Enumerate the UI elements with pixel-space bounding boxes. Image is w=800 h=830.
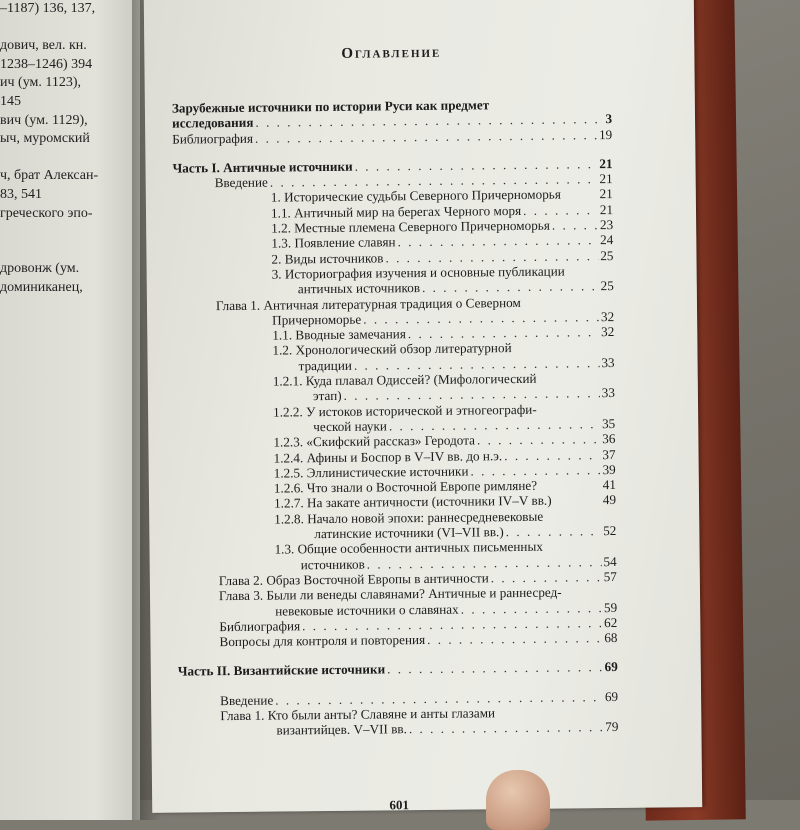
toc-entry-label: 3. Историография изучения и основные публикации: [271, 263, 565, 282]
toc-entry-label: 1.2.7. На закате античности (источники IV–V вв.): [273, 493, 552, 511]
left-page: [0, 0, 140, 820]
toc-entry-label: Библиография: [219, 618, 301, 634]
toc-leader-dots: [461, 600, 602, 617]
toc-page-number: 36: [602, 431, 616, 447]
left-page-line: [0, 242, 140, 261]
toc-entry-label: 1.3. Общие особенности античных письменных: [274, 539, 543, 557]
toc-page-number: 41: [602, 477, 616, 493]
toc-page-number: 37: [602, 446, 616, 462]
toc-page-number: 32: [601, 324, 615, 340]
toc-entry-label: источников: [300, 556, 365, 572]
toc-entry-label: 1.2. Местные племена Северного Причерноморья: [271, 217, 550, 236]
left-page-line: –1187) 136, 137,: [0, 1, 96, 16]
toc-page-number: 19: [598, 126, 613, 142]
right-page: [144, 0, 703, 813]
toc-entries: [172, 96, 619, 739]
toc-entry-label: ческой науки: [313, 418, 387, 435]
toc-entry-label: 2. Виды источников: [271, 250, 384, 267]
toc-entry-label: Библиография: [172, 130, 254, 147]
toc-page-number: 62: [604, 614, 618, 630]
toc-entry-label: Глава 2. Образ Восточной Европы в античности: [218, 570, 489, 589]
toc-page-number: 21: [599, 155, 613, 172]
finger: [486, 770, 550, 830]
toc-page-number: 32: [600, 308, 615, 324]
left-page-line: вич (ум. 1129),: [0, 112, 88, 128]
toc-entry-label: Часть I. Античные источники: [172, 158, 353, 176]
toc-page-number: 59: [603, 599, 618, 615]
toc-page-number: 35: [601, 415, 616, 432]
toc-page-number: 21: [599, 201, 614, 217]
left-page-line: дровонж (ум.: [0, 261, 80, 277]
toc-entry-label: Зарубежные источники по истории Руси как предмет: [171, 97, 490, 116]
toc-entry-label: 1.1. Античный мир на берегах Черного моря: [270, 202, 522, 221]
left-page-line: греческого эпо-: [0, 205, 93, 221]
toc-leader-dots: [385, 248, 598, 266]
toc-leader-dots: [504, 447, 600, 463]
toc-entry-label: 1.2. Хронологический обзор литературной: [272, 340, 512, 359]
toc-page-number: 21: [599, 186, 613, 202]
left-page-line: ч, брат Алексан-: [0, 168, 99, 184]
left-page-line: [0, 19, 140, 38]
toc-entry-label: Глава 1. Античная литературная традиция о Северном: [215, 294, 521, 313]
toc-entry-label: традиции: [298, 357, 352, 374]
toc-entry-label: 1.2.6. Что знали о Восточной Европе римляне?: [273, 477, 538, 496]
toc-entry-label: Введение: [220, 692, 274, 708]
toc-page-number: 54: [603, 553, 617, 569]
toc-entry-label: 1.2.1. Куда плавал Одиссей? (Мифологический: [272, 370, 537, 389]
toc-leader-dots: [409, 719, 603, 736]
toc-page-number: 24: [600, 232, 614, 248]
toc-leader-dots: [552, 217, 598, 233]
toc-entry-label: 1.2.3. «Скифский рассказ» Геродота: [273, 432, 476, 450]
page-number: 601: [389, 797, 410, 813]
toc-page-number: 23: [599, 217, 614, 233]
toc-entry-label: 1.2.5. Эллинистические источники: [273, 463, 469, 481]
toc-entry-label: 1. Исторические судьбы Северного Причерноморья: [270, 187, 561, 206]
toc-page-number: 33: [601, 354, 615, 370]
toc-leader-dots: [354, 355, 600, 373]
left-page-line: дович, вел. кн.: [0, 38, 87, 54]
toc-page-number: 25: [600, 278, 614, 294]
toc-entry-label: этап): [312, 388, 342, 404]
left-page-text: [0, 0, 140, 298]
toc-leader-dots: [491, 569, 602, 585]
toc-entry-label: античных источников: [297, 280, 421, 297]
toc-page-number: 68: [604, 630, 618, 646]
table-of-contents: [171, 43, 619, 813]
toc-entry-label: 1.2.2. У истоков исторической и этногеографи-: [273, 401, 537, 420]
left-page-line: [0, 223, 140, 242]
toc-page-number: 57: [603, 568, 617, 585]
left-page-line: 83, 541: [0, 186, 42, 202]
toc-entry-label: 1.2.8. Начало новой эпохи: раннесредневековые: [274, 508, 544, 527]
toc-entry-label: Глава 3. Были ли венеды славянами? Античные и раннесред-: [218, 584, 562, 604]
toc-heading: Оглавление: [341, 44, 442, 62]
toc-leader-dots: [387, 660, 603, 678]
toc-page-number: 79: [605, 719, 619, 735]
toc-entry-label: Часть II. Византийские источники: [177, 661, 386, 679]
toc-leader-dots: [344, 385, 600, 403]
left-page-line: [0, 149, 140, 168]
left-page-line: ич (ум. 1123),: [0, 75, 82, 91]
toc-entry-label: латинские источники (VI–VII вв.): [314, 524, 504, 542]
toc-leader-dots: [470, 462, 600, 479]
toc-leader-dots: [408, 324, 599, 341]
toc-page-number: 33: [601, 385, 615, 401]
toc-entry-label: невековые источники о славянах: [275, 601, 459, 619]
toc-page-number: 25: [600, 247, 614, 263]
left-page-line: 145: [0, 93, 21, 109]
toc-entry-label: исследования: [171, 115, 254, 131]
toc-page-number: 3: [605, 111, 613, 127]
toc-entry-label: 1.2.4. Афины и Боспор в V–IV вв. до н.э.: [273, 447, 503, 466]
left-page-line: ыч, муромский: [0, 131, 90, 147]
toc-leader-dots: [523, 202, 598, 218]
toc-leader-dots: [422, 278, 599, 295]
toc-page-number: 49: [602, 492, 617, 508]
toc-page-number: 21: [599, 171, 613, 187]
toc-entry-label: 1.1. Вводные замечания: [272, 326, 406, 343]
left-page-line: 1238–1246) 394: [0, 56, 93, 72]
toc-leader-dots: [427, 630, 602, 647]
toc-page-number: 52: [603, 522, 617, 539]
toc-page-number: 39: [602, 461, 616, 477]
toc-entry-label: Причерноморье: [272, 311, 362, 328]
toc-entry-label: 1.3. Появление славян: [271, 234, 396, 251]
toc-page-number: 69: [604, 688, 619, 704]
toc-leader-dots: [477, 431, 600, 448]
toc-entry-label: Введение: [214, 174, 268, 191]
toc-entry-label: византийцев. V–VII вв.: [276, 721, 407, 738]
toc-leader-dots: [506, 523, 602, 539]
toc-page-number: 69: [604, 659, 618, 675]
toc-entry-label: Глава 1. Кто были анты? Славяне и анты глазами: [220, 705, 496, 724]
left-page-line: доминиканец,: [0, 279, 83, 295]
toc-entry-label: Вопросы для контроля и повторения: [219, 632, 426, 650]
